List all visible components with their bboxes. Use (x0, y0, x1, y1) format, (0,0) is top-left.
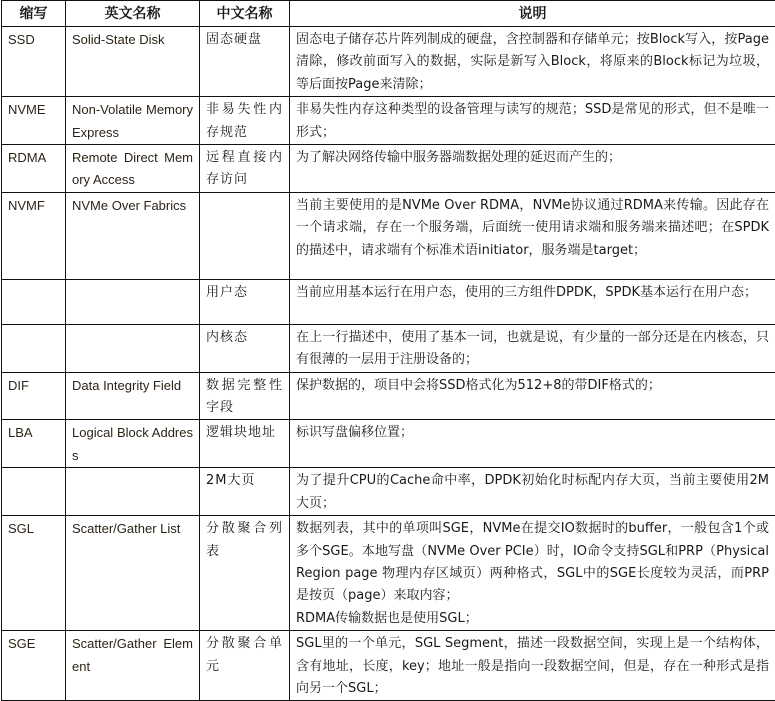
header-chinese-name: 中文名称 (200, 1, 290, 27)
table-row (2, 192, 775, 279)
header-english-name: 英文名称 (66, 1, 200, 27)
abbr-cell: LBA (2, 420, 66, 468)
chinese-name-cell: 用户态 (200, 279, 290, 324)
description-cell (290, 516, 775, 631)
abbr-cell (2, 324, 66, 372)
table-row (2, 516, 775, 631)
description-cell: 非易失性内存这种类型的设备管理与读写的规范；SSD是常见的形式，但不是唯一形式； (290, 97, 775, 145)
abbr-cell (2, 279, 66, 324)
table-row (2, 631, 775, 701)
chinese-name-cell: 数据完整性字段 (200, 372, 290, 420)
description-cell: 保护数据的，项目中会将SSD格式化为512+8的带DIF格式的； (290, 372, 775, 420)
english-name-cell: Non-Volatile Memory Express (66, 97, 200, 145)
english-name-cell: Scatter/Gather List (66, 516, 200, 631)
table-row (2, 145, 775, 193)
table-row (2, 420, 775, 468)
table-row (2, 27, 775, 97)
description-cell: 标识写盘偏移位置； (290, 420, 775, 468)
chinese-name-cell: 2M大页 (200, 468, 290, 516)
abbr-cell: NVME (2, 97, 66, 145)
english-name-cell (66, 279, 200, 324)
description-paragraph: 数据列表，其中的单项叫SGE，NVMe在提交IO数据时的buffer，一般包含1个或多个SGE。本地写盘（NVMe Over PCIe）时，IO命令支持SGL和PRP（Physical Region page 物理内存区域页）两种格式，SGL中的SGE长度较为灵活，而PRP是按页（page）来取内容； (296, 518, 769, 608)
chinese-name-cell: 内核态 (200, 324, 290, 372)
description-cell: 当前应用基本运行在用户态，使用的三方组件DPDK，SPDK基本运行在用户态； (290, 279, 775, 324)
english-name-cell: NVMe Over Fabrics (66, 192, 200, 279)
header-abbr: 缩写 (2, 1, 66, 27)
table-row (2, 468, 775, 516)
abbr-cell: SGE (2, 631, 66, 701)
abbr-cell: SSD (2, 27, 66, 97)
table-row (2, 97, 775, 145)
table-row (2, 279, 775, 324)
abbr-cell: DIF (2, 372, 66, 420)
chinese-name-cell: 远程直接内存访问 (200, 145, 290, 193)
table-row (2, 372, 775, 420)
chinese-name-cell: 固态硬盘 (200, 27, 290, 97)
chinese-name-cell: 非易失性内存规范 (200, 97, 290, 145)
abbr-cell: NVMF (2, 192, 66, 279)
chinese-name-cell: 分散聚合列表 (200, 516, 290, 631)
description-paragraph: RDMA传输数据也是使用SGL； (296, 608, 769, 630)
description-cell: 为了提升CPU的Cache命中率，DPDK初始化时标配内存大页，当前主要使用2M大页； (290, 468, 775, 516)
header-description: 说明 (290, 1, 775, 27)
english-name-cell: Logical Block Address (66, 420, 200, 468)
description-cell: 固态电子储存芯片阵列制成的硬盘，含控制器和存储单元；按Block写入，按Page清除，修改前面写入的数据，实际是新写入Block，将原来的Block标记为垃圾，等后面按Page来清除； (290, 27, 775, 97)
english-name-cell: Data Integrity Field (66, 372, 200, 420)
english-name-cell: Scatter/Gather Element (66, 631, 200, 701)
english-name-cell: Remote Direct Memory Access (66, 145, 200, 193)
header-row (2, 1, 775, 27)
chinese-name-cell: 分散聚合单元 (200, 631, 290, 701)
english-name-cell (66, 468, 200, 516)
table-row (2, 324, 775, 372)
english-name-cell: Solid-State Disk (66, 27, 200, 97)
english-name-cell (66, 324, 200, 372)
description-cell: 当前主要使用的是NVMe Over RDMA，NVMe协议通过RDMA来传输。因此存在一个请求端，存在一个服务端，后面统一使用请求端和服务端来描述吧；在SPDK的描述中，请求端有个标准术语initiator，服务端是target； (290, 192, 775, 279)
description-cell: 在上一行描述中，使用了基本一词，也就是说，有少量的一部分还是在内核态，只有很薄的一层用于注册设备的； (290, 324, 775, 372)
description-cell: SGL里的一个单元，SGL Segment，描述一段数据空间，实现上是一个结构体，含有地址，长度，key；地址一般是指向一段数据空间，但是，存在一种形式是指向另一个SGL； (290, 631, 775, 701)
description-cell: 为了解决网络传输中服务器端数据处理的延迟而产生的； (290, 145, 775, 193)
chinese-name-cell (200, 192, 290, 279)
abbr-cell (2, 468, 66, 516)
chinese-name-cell: 逻辑块地址 (200, 420, 290, 468)
abbr-cell: RDMA (2, 145, 66, 193)
glossary-table (1, 0, 775, 701)
abbr-cell: SGL (2, 516, 66, 631)
